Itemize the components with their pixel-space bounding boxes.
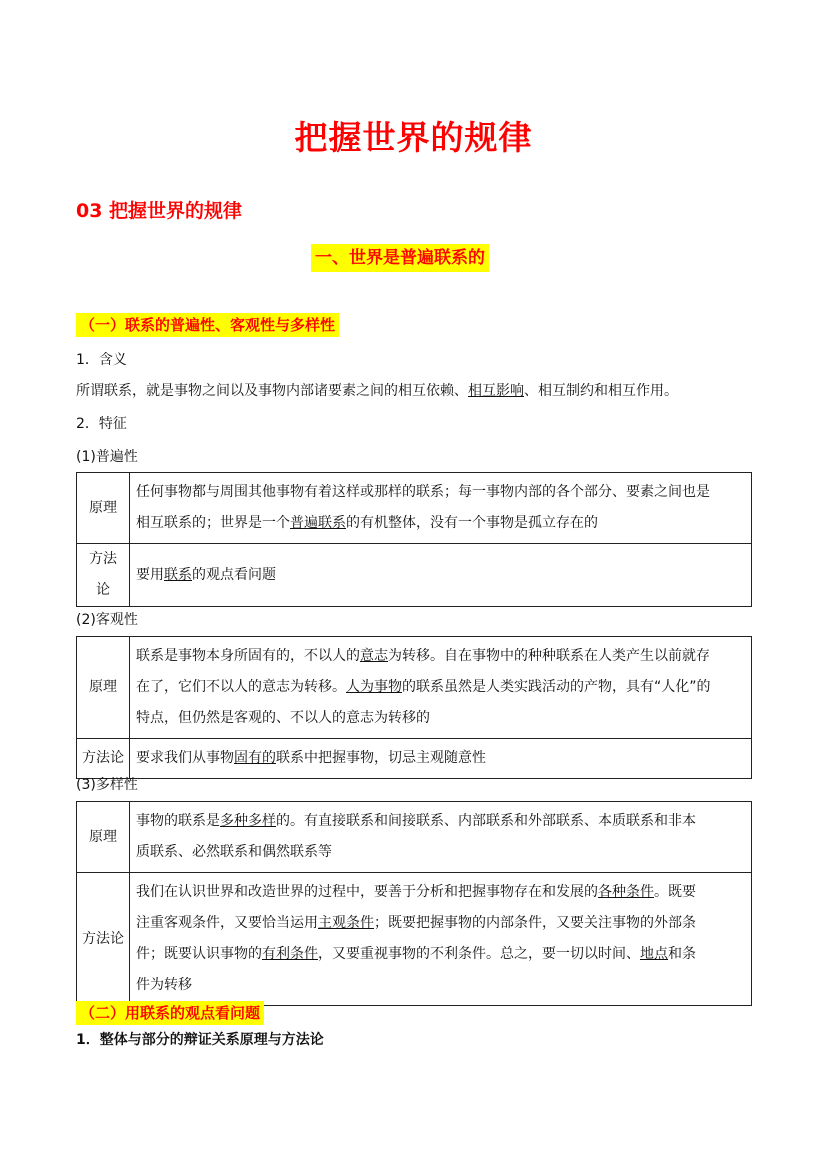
- diversity-heading: (3)多样性: [76, 777, 138, 793]
- universality-heading: (1)普遍性: [76, 449, 138, 465]
- row-label-principle: 原理: [77, 637, 130, 739]
- methodology-cell: 要求我们从事物固有的联系中把握事物，切忌主观随意性: [130, 739, 752, 779]
- principle-cell: 任何事物都与周围其他事物有着这样或那样的联系；每一事物内部的各个部分、要素之间也是 相互联系的；世界是一个普遍联系的有机整体，没有一个事物是孤立存在的: [130, 473, 752, 544]
- whole-part-heading: 1．整体与部分的辩证关系原理与方法论: [76, 1032, 324, 1048]
- row-label-methodology: 方法论: [77, 873, 130, 1006]
- diversity-table: [76, 801, 752, 1006]
- document-title: 把握世界的规律: [294, 118, 533, 157]
- underlined-term: 固有的: [234, 750, 276, 766]
- universality-table: [76, 472, 752, 607]
- row-label-principle: 原理: [77, 802, 130, 873]
- table-row: [77, 873, 752, 1006]
- principle-cell: 事物的联系是多种多样的。有直接联系和间接联系、内部联系和外部联系、本质联系和非本 质联系、必然联系和偶然联系等: [130, 802, 752, 873]
- chapter-heading: 03 把握世界的规律: [76, 200, 243, 222]
- table-row: [77, 739, 752, 779]
- subsection-heading-2: （二）用联系的观点看问题: [76, 1001, 264, 1025]
- section-heading: 一、世界是普遍联系的: [311, 244, 489, 272]
- methodology-cell: 我们在认识世界和改造世界的过程中，要善于分析和把握事物存在和发展的各种条件。既要 注重客观条件，又要恰当运用主观条件；既要把握事物的内部条件，又要关注事物的外部条 件；既要认识事物的有利条件，又要重视事物的不利条件。总之，要一切以时间、地点和条 件为转移: [130, 873, 752, 1006]
- definition-heading: 1．含义: [76, 352, 127, 368]
- principle-cell: 联系是事物本身所固有的，不以人的意志为转移。自在事物中的种种联系在人类产生以前就存 在了，它们不以人的意志为转移。人为事物的联系虽然是人类实践活动的产物，具有“人化”的 特点，但仍然是客观的、不以人的意志为转移的: [130, 637, 752, 739]
- row-label-methodology: 方法论: [77, 739, 130, 779]
- table-row: [77, 802, 752, 873]
- objectivity-heading: (2)客观性: [76, 612, 138, 628]
- underlined-term: 普遍联系: [290, 515, 346, 531]
- row-label-principle: 原理: [77, 473, 130, 544]
- methodology-cell: 要用联系的观点看问题: [130, 544, 752, 607]
- table-row: [77, 473, 752, 544]
- objectivity-table: [76, 636, 752, 779]
- subsection-heading-1: （一）联系的普遍性、客观性与多样性: [76, 313, 339, 337]
- features-heading: 2．特征: [76, 416, 127, 432]
- underlined-term: 主观条件: [318, 915, 374, 931]
- underlined-term: 多种多样: [220, 813, 276, 829]
- underlined-term: 相互影响: [468, 383, 524, 399]
- underlined-term: 人为事物: [346, 679, 402, 695]
- definition-text: 所谓联系，就是事物之间以及事物内部诸要素之间的相互依赖、相互影响、相互制约和相互作用。: [76, 383, 678, 399]
- underlined-term: 联系: [164, 566, 192, 583]
- underlined-term: 意志: [360, 648, 388, 664]
- table-row: [77, 544, 752, 607]
- underlined-term: 有利条件: [262, 946, 318, 962]
- table-row: [77, 637, 752, 739]
- row-label-methodology: 方法 论: [77, 544, 130, 607]
- underlined-term: 地点: [640, 946, 668, 962]
- underlined-term: 各种条件: [598, 884, 654, 900]
